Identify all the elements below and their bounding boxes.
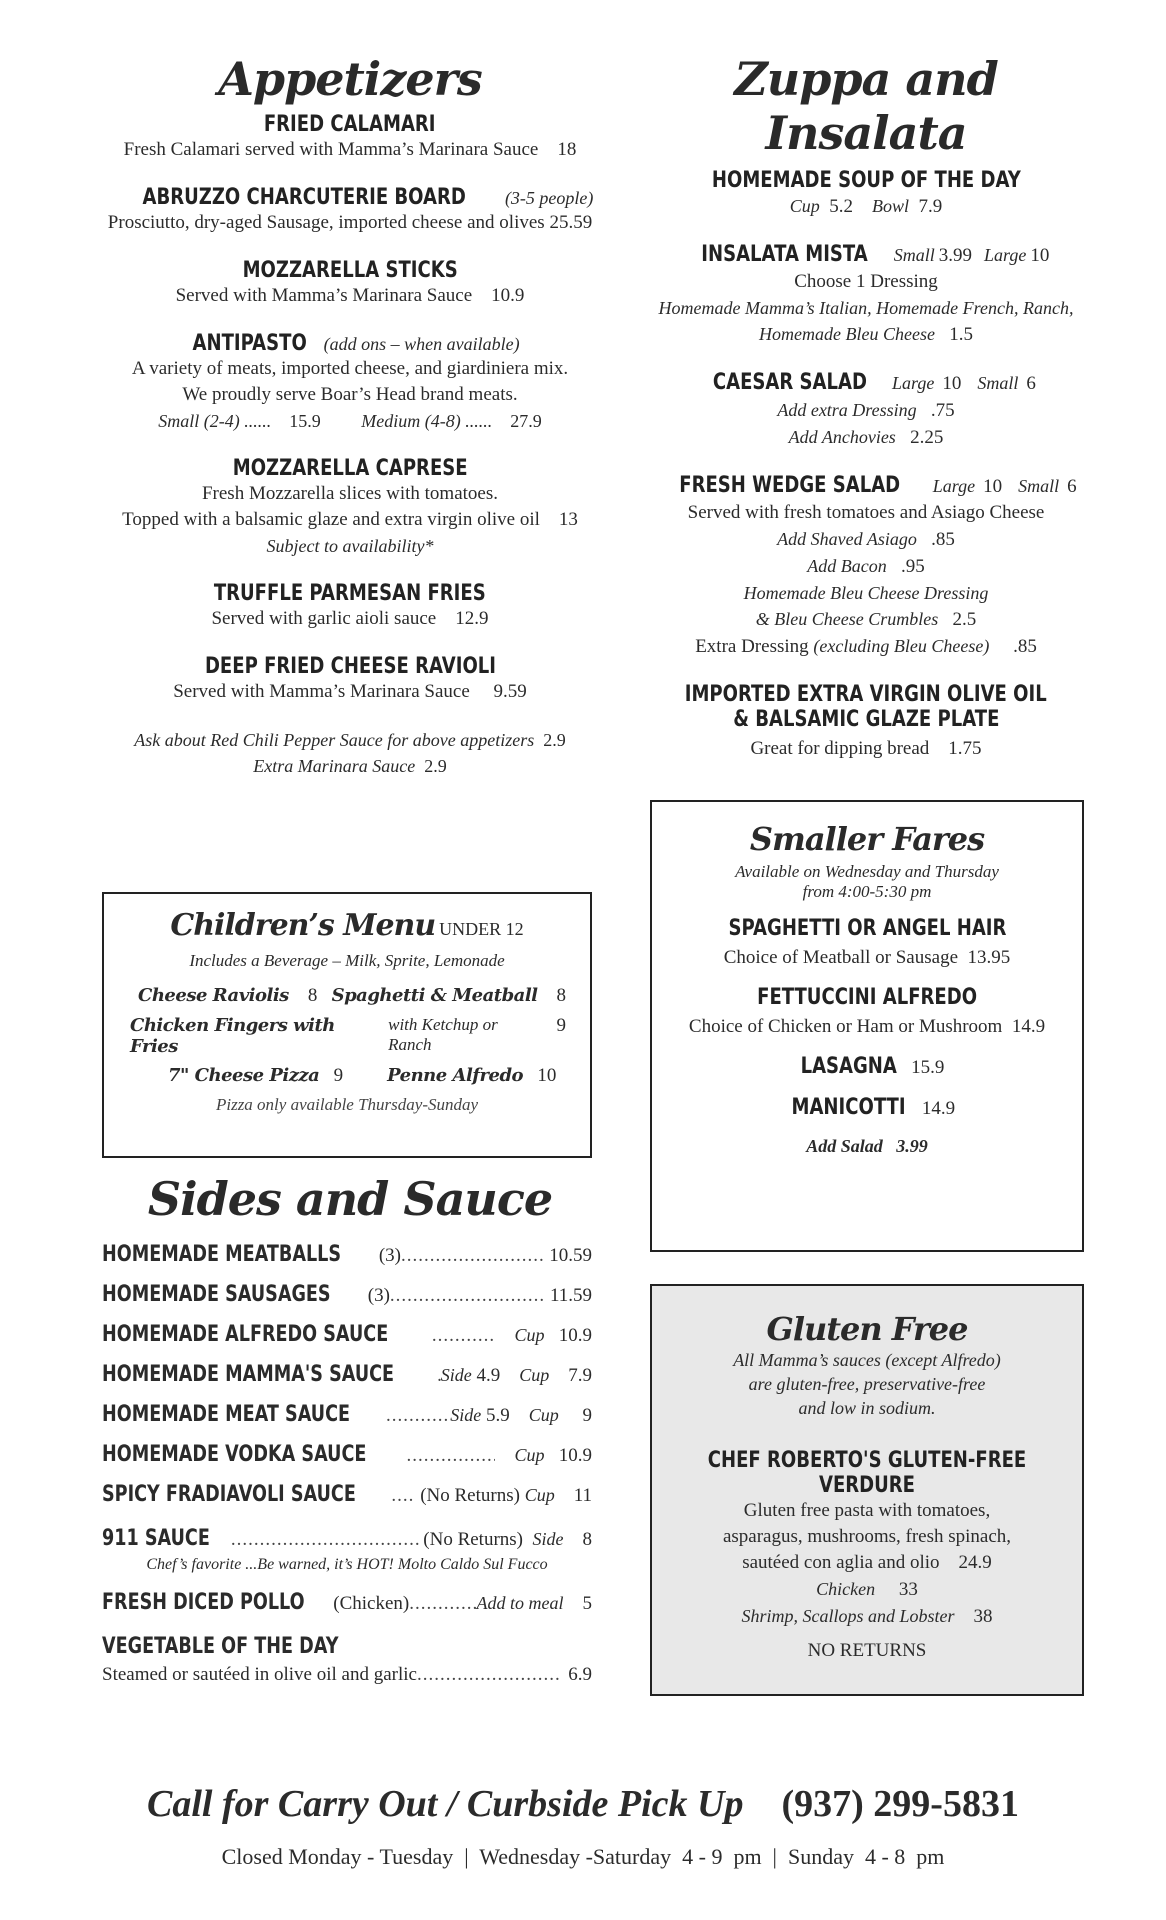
side-row-meat-sauce <box>102 1402 592 1442</box>
kid-price: 9 <box>556 1015 566 1036</box>
footer-phone[interactable]: (937) 299-5831 <box>781 1783 1019 1825</box>
price-small: 6 <box>1067 476 1077 497</box>
item-price: 14.9 <box>1011 1016 1046 1037</box>
childrens-menu-box <box>102 892 592 1158</box>
menu-item-manicotti <box>652 1095 1082 1122</box>
zuppa-title: Zuppa and Insalata <box>734 52 998 160</box>
side-price: 10.9 <box>558 1445 592 1466</box>
side-name: VEGETABLE OF THE DAY <box>102 1634 339 1659</box>
item-name: CAESAR SALAD <box>713 370 868 395</box>
side-price: 11.59 <box>549 1285 592 1306</box>
item-desc: Served with Mamma’s Marinara Sauce <box>175 285 473 306</box>
wedge-extra-price: .85 <box>1013 636 1037 657</box>
side-row-fradiavoli <box>102 1482 592 1522</box>
antipasto-medium: Medium (4-8) ...... <box>361 411 493 431</box>
mista-dressing-price: 1.5 <box>949 324 973 345</box>
wedge-add-asiago-price: .85 <box>931 529 955 550</box>
side-side: Side <box>532 1529 564 1549</box>
side-add: Add to meal <box>476 1593 564 1613</box>
item-desc: Choice of Chicken or Ham or Mushroom <box>688 1016 1003 1037</box>
smaller-fares-title: Smaller Fares <box>749 820 985 858</box>
side-side: Side <box>450 1405 482 1425</box>
footer <box>0 1782 1166 1870</box>
item-note: Subject to availability* <box>266 536 434 556</box>
side-row-alfredo <box>102 1322 592 1362</box>
kid-item-fingers: Chicken Fingers with Fries <box>130 1015 335 1057</box>
side-cup: Cup <box>524 1485 555 1505</box>
item-name: MOZZARELLA CAPRESE <box>232 456 468 481</box>
item-name: TRUFFLE PARMESAN FRIES <box>214 581 486 606</box>
caesar-add-dressing: Add extra Dressing <box>777 400 917 420</box>
side-side-price: 4.9 <box>476 1365 501 1386</box>
item-price: 15.9 <box>911 1057 945 1078</box>
verdure-seafood: Shrimp, Scallops and Lobster <box>741 1606 955 1626</box>
item-name: SPAGHETTI OR ANGEL HAIR <box>728 916 1006 941</box>
kid-price: 8 <box>307 985 318 1006</box>
item-name: DEEP FRIED CHEESE RAVIOLI <box>204 654 496 679</box>
soup-bowl-price: 7.9 <box>918 196 943 217</box>
extra-marinara-note: Extra Marinara Sauce <box>253 756 416 776</box>
kids-row-3 <box>168 1065 566 1087</box>
item-name: CHEF ROBERTO'S GLUTEN-FREE VERDURE <box>707 1448 1027 1498</box>
item-name-2: & BALSAMIC GLAZE PLATE <box>732 707 1000 732</box>
item-name: FETTUCCINI ALFREDO <box>757 985 977 1010</box>
item-note: (add ons – when available) <box>323 334 520 354</box>
item-price: 1.75 <box>948 738 982 759</box>
size-large: Large <box>983 245 1027 265</box>
verdure-desc-3: sautéed con aglia and olio <box>742 1552 940 1573</box>
item-desc: Served with garlic aioli sauce <box>211 608 437 629</box>
size-small: Small <box>1018 476 1060 496</box>
item-name: ABRUZZO CHARCUTERIE BOARD <box>142 185 466 210</box>
side-side: Side <box>440 1365 472 1385</box>
extra-sauce-price: 2.9 <box>543 730 566 750</box>
wedge-extra-dressing: Extra Dressing <box>695 636 809 657</box>
side-price: 5 <box>582 1593 592 1614</box>
smaller-fares-box <box>650 800 1084 1252</box>
wedge-extra-note: (excluding Bleu Cheese) <box>813 636 990 656</box>
smaller-add-salad <box>652 1136 1082 1157</box>
size-large: Large <box>932 476 976 496</box>
childrens-menu-age: UNDER 12 <box>439 919 524 939</box>
mista-dressings-1: Homemade Mamma’s Italian, Homemade French, Ranch, <box>658 298 1074 318</box>
soup-bowl: Bowl <box>872 196 910 216</box>
size-small: Small <box>977 373 1019 393</box>
footer-call: Call for Carry Out / Curbside Pick Up <box>147 1783 744 1825</box>
item-name: FRIED CALAMARI <box>264 112 436 137</box>
kid-item-spaghetti: Spaghetti & Meatball <box>331 985 538 1006</box>
side-desc: Steamed or sautéed in olive oil and garlic <box>102 1664 417 1685</box>
verdure-chicken: Chicken <box>816 1579 876 1599</box>
side-name: HOMEMADE MEATBALLS <box>102 1242 342 1267</box>
menu-item-caprese <box>90 456 610 559</box>
right-column <box>636 0 1096 784</box>
verdure-price: 24.9 <box>958 1552 992 1573</box>
add-salad-price: 3.99 <box>896 1136 928 1156</box>
side-name: 911 SAUCE <box>102 1526 210 1551</box>
wedge-desc: Served with fresh tomatoes and Asiago Cheese <box>687 502 1045 523</box>
item-desc: Fresh Calamari served with Mamma’s Marinara Sauce <box>123 139 539 160</box>
gluten-no-returns: NO RETURNS <box>807 1640 927 1661</box>
left-column <box>90 0 610 779</box>
appetizers-section <box>90 52 610 106</box>
item-name: INSALATA MISTA <box>700 242 868 267</box>
side-qty: (3) <box>378 1245 401 1266</box>
kid-price: 9 <box>333 1065 344 1086</box>
wedge-bleu-1: Homemade Bleu Cheese Dressing <box>743 583 989 603</box>
side-name: HOMEMADE ALFREDO SAUCE <box>102 1322 389 1347</box>
side-price: 7.9 <box>568 1365 592 1386</box>
gluten-desc-3: and low in sodium. <box>798 1398 936 1418</box>
wedge-bleu-2: & Bleu Cheese Crumbles <box>755 609 939 629</box>
menu-item-caesar <box>636 370 1096 451</box>
item-name-1: IMPORTED EXTRA VIRGIN OLIVE OIL <box>685 682 1047 707</box>
gluten-free-box <box>650 1284 1084 1696</box>
mista-dressings-2: Homemade Bleu Cheese <box>759 324 935 344</box>
menu-item-truffle-fries <box>90 581 610 632</box>
side-row-meatballs <box>102 1242 592 1282</box>
verdure-desc-1: Gluten free pasta with tomatoes, <box>743 1500 991 1521</box>
soup-cup: Cup <box>789 196 820 216</box>
side-911-note: Chef’s favorite ...Be warned, it’s HOT! Molto Caldo Sul Fucco <box>146 1556 548 1573</box>
side-row-vodka <box>102 1442 592 1482</box>
caesar-add-anchovies: Add Anchovies <box>788 427 896 447</box>
kid-item-raviolis: Cheese Raviolis <box>138 985 289 1006</box>
price-small: 3.99 <box>938 245 972 266</box>
item-desc-1: A variety of meats, imported cheese, and giardiniera mix. <box>131 358 569 379</box>
verdure-desc-2: asparagus, mushrooms, fresh spinach, <box>722 1526 1012 1547</box>
item-price: 13 <box>558 509 578 530</box>
side-price: 8 <box>582 1529 592 1550</box>
antipasto-small: Small (2-4) ...... <box>158 411 272 431</box>
item-price: 25.59 <box>549 212 593 233</box>
footer-hours: Closed Monday - Tuesday | Wednesday -Saturday 4 - 9 pm | Sunday 4 - 8 pm <box>221 1844 945 1869</box>
side-price: 10.59 <box>549 1245 592 1266</box>
antipasto-medium-price: 27.9 <box>510 411 542 431</box>
gluten-desc-1: All Mamma’s sauces (except Alfredo) <box>733 1350 1001 1370</box>
item-name: FRESH WEDGE SALAD <box>679 473 901 498</box>
item-name: ANTIPASTO <box>192 331 308 356</box>
verdure-chicken-price: 33 <box>898 1579 918 1600</box>
menu-item-cheese-ravioli <box>90 654 610 705</box>
menu-item-mozzarella-sticks <box>90 258 610 309</box>
childrens-includes: Includes a Beverage – Milk, Sprite, Lemonade <box>189 951 505 970</box>
menu-item-fettuccini <box>652 985 1082 1040</box>
side-returns: (No Returns) <box>420 1485 520 1506</box>
item-desc-2: Topped with a balsamic glaze and extra virgin olive oil <box>122 509 540 530</box>
kid-price: 10 <box>537 1065 557 1086</box>
menu-item-soup <box>636 168 1096 220</box>
item-price: 13.95 <box>967 947 1011 968</box>
price-large: 10 <box>983 476 1003 497</box>
item-desc: Choice of Meatball or Sausage <box>723 947 958 968</box>
menu-item-lasagna <box>652 1054 1082 1081</box>
item-price: 14.9 <box>921 1098 956 1119</box>
menu-item-calamari <box>90 112 610 163</box>
menu-item-verdure <box>652 1448 1082 1664</box>
item-desc-2: We proudly serve Boar’s Head brand meats. <box>182 384 518 405</box>
item-price: 18 <box>557 139 577 160</box>
size-small: Small <box>893 245 935 265</box>
antipasto-small-price: 15.9 <box>289 411 321 431</box>
smaller-avail-1: Available on Wednesday and Thursday <box>735 862 999 881</box>
item-name: MOZZARELLA STICKS <box>242 258 458 283</box>
extra-sauce-note: Ask about Red Chili Pepper Sauce for above appetizers <box>134 730 535 750</box>
mista-choose: Choose 1 Dressing <box>794 271 938 292</box>
size-large: Large <box>892 373 935 393</box>
wedge-add-asiago: Add Shaved Asiago <box>777 529 917 549</box>
menu-item-antipasto <box>90 331 610 434</box>
side-side-price: 5.9 <box>485 1405 510 1426</box>
caesar-add-dressing-price: .75 <box>930 400 955 421</box>
item-price: 10.9 <box>491 285 525 306</box>
caesar-add-anchovies-price: 2.25 <box>910 427 944 448</box>
item-note: (3-5 people) <box>504 188 594 208</box>
side-price: 11 <box>573 1485 592 1506</box>
kid-item-penne: Penne Alfredo <box>387 1065 524 1086</box>
soup-cup-price: 5.2 <box>829 196 853 217</box>
side-row-mammas <box>102 1362 592 1402</box>
gluten-desc-2: are gluten-free, preservative-free <box>748 1374 986 1394</box>
sides-title: Sides and Sauce <box>147 1172 553 1226</box>
side-cup: Cup <box>514 1325 545 1345</box>
kid-item-fingers-note: with Ketchup or Ranch <box>388 1015 498 1054</box>
price-large: 10 <box>942 373 962 394</box>
side-name: HOMEMADE MAMMA'S SAUCE <box>102 1362 395 1387</box>
menu-item-wedge <box>636 473 1096 660</box>
item-name: MANICOTTI <box>791 1095 906 1120</box>
item-price: 9.59 <box>493 681 527 702</box>
side-name: HOMEMADE MEAT SAUCE <box>102 1402 351 1427</box>
side-price: 6.9 <box>568 1664 592 1685</box>
side-row-911 <box>102 1526 592 1556</box>
item-name: LASAGNA <box>800 1054 897 1079</box>
wedge-add-bacon: Add Bacon <box>807 556 887 576</box>
sides-section-header <box>90 1172 610 1226</box>
price-large: 10 <box>1030 245 1050 266</box>
item-desc: Served with Mamma’s Marinara Sauce <box>173 681 470 702</box>
item-name: HOMEMADE SOUP OF THE DAY <box>711 168 1021 193</box>
appetizers-title: Appetizers <box>218 52 482 106</box>
wedge-add-bacon-price: .95 <box>900 556 925 577</box>
side-name: HOMEMADE VODKA SAUCE <box>102 1442 367 1467</box>
kids-row-2 <box>130 1015 566 1057</box>
item-price: 12.9 <box>455 608 489 629</box>
side-row-vegetable <box>102 1634 592 1664</box>
menu-item-spaghetti <box>652 916 1082 971</box>
side-qty: (3) <box>367 1285 390 1306</box>
verdure-seafood-price: 38 <box>973 1606 993 1627</box>
item-desc: Prosciutto, dry-aged Sausage, imported cheese and olives <box>107 212 545 233</box>
side-qty: (Chicken) <box>333 1593 410 1614</box>
add-salad-label: Add Salad <box>806 1136 883 1156</box>
item-desc: Great for dipping bread <box>750 738 930 759</box>
smaller-avail-2: from 4:00-5:30 pm <box>802 882 932 901</box>
menu-item-olive-oil <box>636 682 1096 762</box>
item-desc-1: Fresh Mozzarella slices with tomatoes. <box>201 483 498 504</box>
side-row-vegetable-desc <box>102 1664 592 1694</box>
gluten-free-title: Gluten Free <box>766 1310 968 1348</box>
side-price: 9 <box>582 1405 592 1426</box>
wedge-bleu-price: 2.5 <box>952 609 977 630</box>
kid-item-pizza: 7" Cheese Pizza <box>168 1065 320 1086</box>
childrens-menu-title: Children’s Menu <box>170 908 436 943</box>
side-cup: Cup <box>528 1405 559 1425</box>
side-price: 10.9 <box>558 1325 592 1346</box>
kids-row-1 <box>138 985 566 1007</box>
side-name: SPICY FRADIAVOLI SAUCE <box>102 1482 356 1507</box>
side-name: HOMEMADE SAUSAGES <box>102 1282 331 1307</box>
childrens-footer: Pizza only available Thursday-Sunday <box>215 1095 479 1114</box>
side-row-pollo <box>102 1590 592 1630</box>
kid-price: 8 <box>556 985 566 1006</box>
appetizer-extras <box>90 727 610 779</box>
side-cup: Cup <box>519 1365 550 1385</box>
menu-item-charcuterie <box>90 185 610 236</box>
sides-list <box>102 1242 592 1694</box>
extra-marinara-price: 2.9 <box>424 756 447 776</box>
price-small: 6 <box>1026 373 1036 394</box>
side-row-sausages <box>102 1282 592 1322</box>
menu-item-insalata-mista <box>636 242 1096 348</box>
side-cup: Cup <box>514 1445 545 1465</box>
side-name: FRESH DICED POLLO <box>102 1590 305 1615</box>
side-returns: (No Returns) <box>423 1529 523 1550</box>
